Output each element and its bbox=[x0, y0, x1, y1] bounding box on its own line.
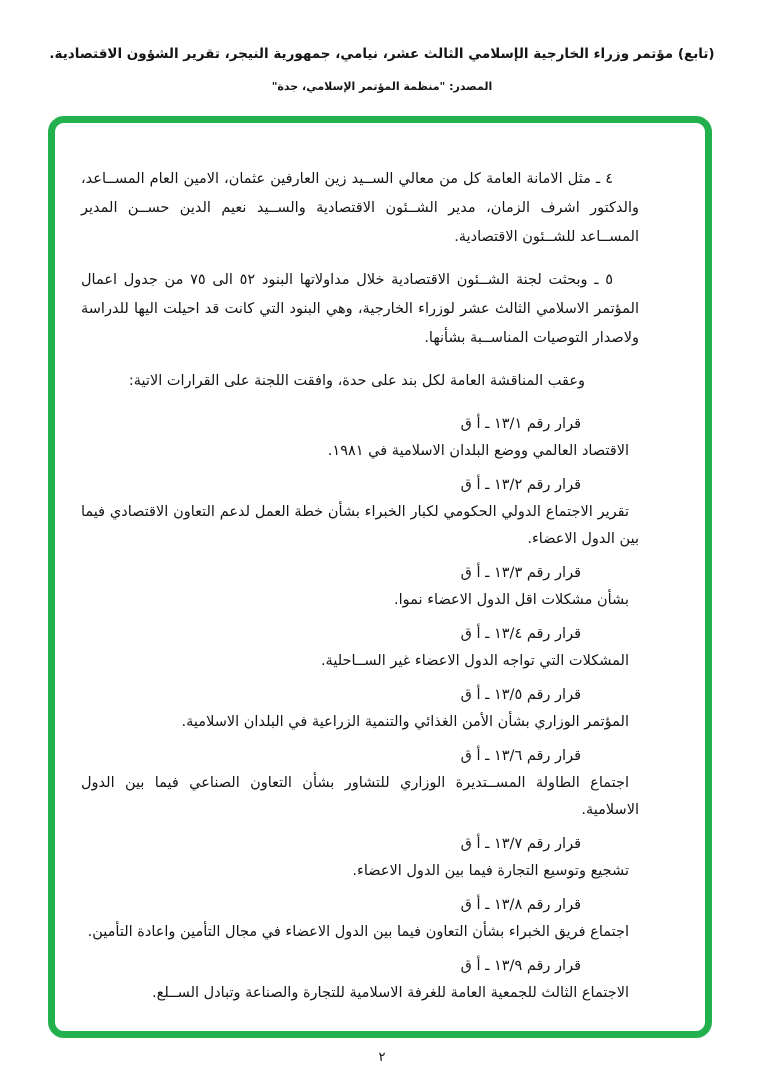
resolution-block bbox=[81, 410, 639, 465]
resolution-title: المشكلات التي تواجه الدول الاعضاء غير الســاحلية. bbox=[320, 653, 629, 669]
resolution-number: قرار رقم ١٣/٥ ـ أ ق bbox=[460, 687, 581, 703]
document-body bbox=[55, 123, 705, 1007]
resolution-title: الاقتصاد العالمي ووضع البلدان الاسلامية في ١٩٨١. bbox=[327, 443, 629, 459]
resolution-title: تقرير الاجتماع الدولي الحكومي لكبار الخبراء بشأن خطة العمل لدعم التعاون الاقتصادي فيما بين الدول الاعضاء. bbox=[81, 504, 639, 547]
resolution-block bbox=[81, 620, 639, 675]
resolutions-intro: وعقب المناقشة العامة لكل بند على حدة، وافقت اللجنة على القرارات الاتية: bbox=[128, 373, 585, 389]
resolution-number: قرار رقم ١٣/٢ ـ أ ق bbox=[460, 477, 581, 493]
resolution-title: تشجيع وتوسيع التجارة فيما بين الدول الاعضاء. bbox=[352, 863, 629, 879]
resolution-number: قرار رقم ١٣/٨ ـ أ ق bbox=[460, 897, 581, 913]
resolution-title: الاجتماع الثالث للجمعية العامة للغرفة الاسلامية للتجارة والصناعة وتبادل الســلع. bbox=[152, 985, 629, 1001]
resolution-block bbox=[81, 952, 639, 1007]
resolution-number: قرار رقم ١٣/٧ ـ أ ق bbox=[460, 836, 581, 852]
resolution-number: قرار رقم ١٣/٣ ـ أ ق bbox=[460, 565, 581, 581]
resolution-number: قرار رقم ١٣/١ ـ أ ق bbox=[460, 416, 581, 432]
resolution-block bbox=[81, 742, 639, 824]
resolution-number: قرار رقم ١٣/٩ ـ أ ق bbox=[460, 958, 581, 974]
resolution-number: قرار رقم ١٣/٤ ـ أ ق bbox=[460, 626, 581, 642]
resolution-block bbox=[81, 830, 639, 885]
resolution-block bbox=[81, 891, 639, 946]
paragraph-4: ٤ ـ مثل الامانة العامة كل من معالي الســيد زين العارفين عثمان، الامين العام المســاعد، والدكتور اشرف الزمان، مدير الشــئون الاقتصادية والســيد نعيم الدين حســن المدير المســاعد للشــئون الاقتصادية. bbox=[81, 171, 639, 245]
document-title: (تابع) مؤتمر وزراء الخارجية الإسلامي الثالث عشر، نيامي، جمهورية النيجر، تقرير الشؤون الاقتصادية. bbox=[49, 46, 715, 62]
document-source: المصدر: "منظمة المؤتمر الإسلامي، جدة" bbox=[271, 80, 493, 93]
resolution-block bbox=[81, 471, 639, 553]
resolution-title: اجتماع الطاولة المســتديرة الوزاري للتشاور بشأن التعاون الصناعي فيما بين الدول الاسلامية. bbox=[81, 775, 639, 818]
document-frame bbox=[48, 116, 712, 1038]
paragraph-5: ٥ ـ وبحثت لجنة الشــئون الاقتصادية خلال مداولاتها البنود ٥٢ الى ٧٥ من جدول اعمال المؤتمر الاسلامي الثالث عشر لوزراء الخارجية، وهي البنود التي كانت قد احيلت اليها للدراسة ولاصدار التوصيات المناســبة بشأنها. bbox=[81, 272, 639, 346]
resolution-block bbox=[81, 559, 639, 614]
resolution-title: بشأن مشكلات اقل الدول الاعضاء نموا. bbox=[394, 592, 629, 608]
resolution-title: المؤتمر الوزاري بشأن الأمن الغذائي والتنمية الزراعية في البلدان الاسلامية. bbox=[181, 714, 629, 730]
resolution-block bbox=[81, 681, 639, 736]
resolution-title: اجتماع فريق الخبراء بشأن التعاون فيما بين الدول الاعضاء في مجال التأمين واعادة التأمين. bbox=[87, 924, 629, 940]
resolution-number: قرار رقم ١٣/٦ ـ أ ق bbox=[460, 748, 581, 764]
page-number: ٢ bbox=[378, 1050, 386, 1065]
